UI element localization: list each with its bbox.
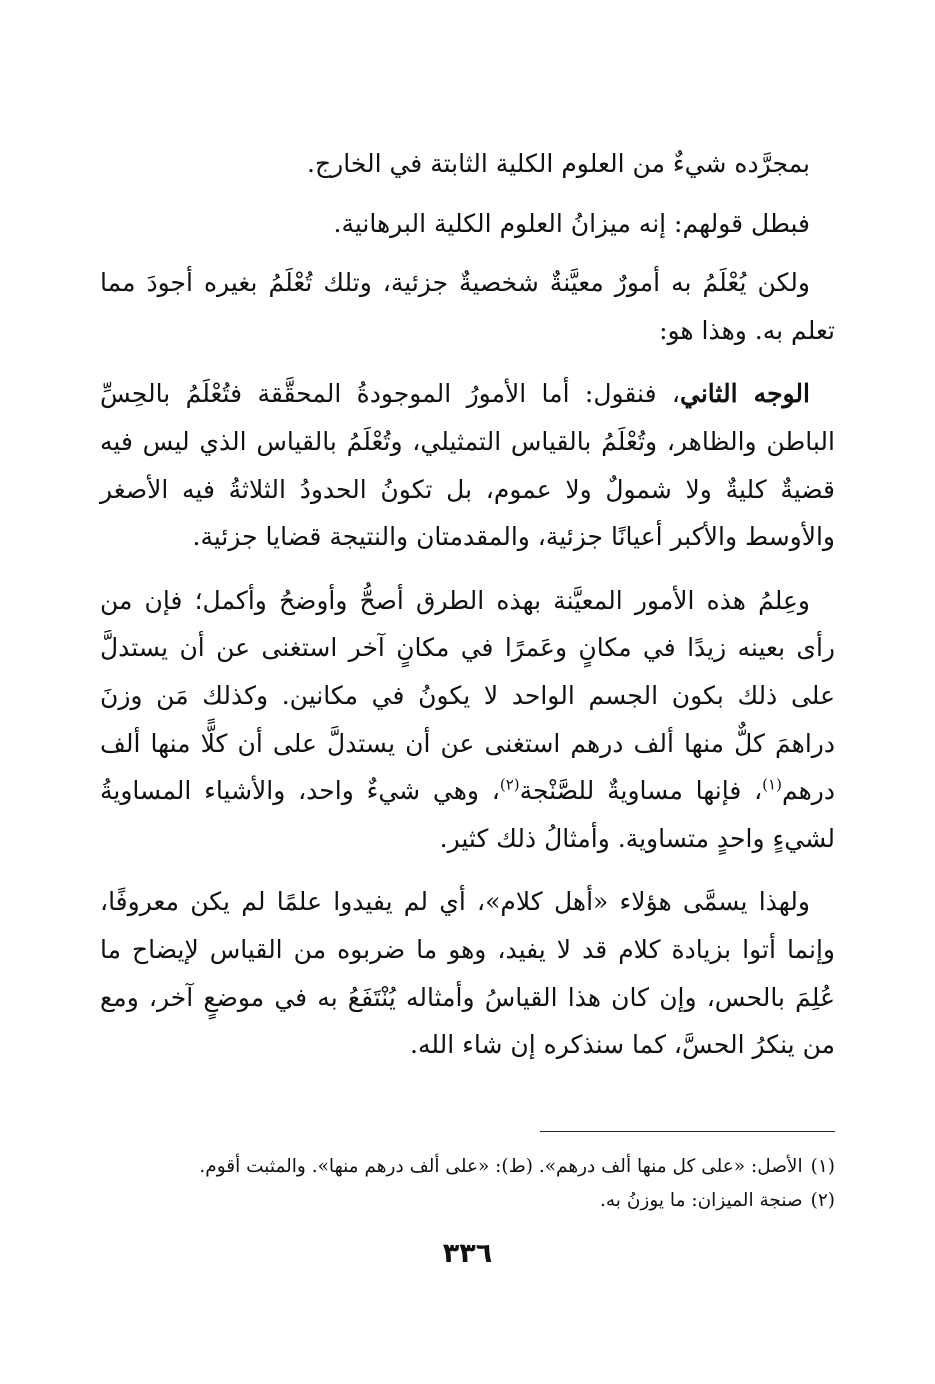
footnotes (100, 1150, 835, 1218)
footnote-1 (100, 1150, 835, 1184)
paragraph-5-text-a: وعِلمُ هذه الأمور المعيَّنة بهذه الطرق أصحُّ وأوضحُ وأكمل؛ فإن من رأى بعينه زيدًا في مكانٍ وعَمرًا في مكانٍ آخر استغنى عن أن يستدلَّ على ذلك بكون الجسم الواحد لا يكونُ في مكانين. وكذلك مَن وزنَ دراهمَ كلٌّ منها ألف درهم استغنى عن أن يستدلَّ على أن كلًّا منها ألف درهم (100, 585, 835, 806)
footnote-divider (540, 1131, 835, 1132)
footnote-ref-2[interactable]: (٢) (499, 775, 520, 794)
paragraph-5-text-c: ، وهي شيءٌ واحد، والأشياء المساويةُ لشيءٍ واحدٍ متساوية. وأمثالُ ذلك كثير. (100, 776, 835, 853)
paragraph-5 (100, 577, 835, 863)
paragraph-3-text: ولكن يُعْلَمُ به أمورٌ معيَّنةٌ شخصيةٌ جزئية، وتلك تُعْلَمُ بغيره أجودَ مما تعلم به. وهذا هو: (100, 268, 835, 345)
footnote-ref-1[interactable]: (١) (762, 775, 782, 794)
footnote-2-number: (٢) (810, 1190, 835, 1211)
paragraph-4 (100, 370, 835, 560)
paragraph-5-text-b: ، فإنها مساويةٌ للصَّنْجة (519, 776, 763, 806)
paragraph-1-text: بمجرَّده شيءٌ من العلوم الكلية الثابتة في الخارج. (307, 149, 810, 178)
paragraph-4-text: ، فنقول: أما الأمورُ الموجودةُ المحقَّقة فتُعْلَمُ بالحِسِّ الباطن والظاهر، وتُعْلَمُ بالقياس التمثيلي، وتُعْلَمُ بالقياس الذي ليس فيه قضيةٌ كليةٌ ولا شمولٌ ولا عموم، بل تكونُ الحدودُ الثلاثةُ فيه الأصغر والأوسط والأكبر أعيانًا جزئية، والمقدمتان والنتيجة قضايا جزئية. (100, 379, 835, 552)
footnote-2 (100, 1184, 835, 1218)
second-aspect-heading: الوجه الثاني (680, 379, 810, 409)
footnote-1-text: الأصل: «على كل منها ألف درهم». (ط): «على ألف درهم منها». والمثبت أقوم. (199, 1156, 803, 1177)
page-number: ٣٣٦ (442, 1238, 493, 1269)
paragraph-3 (100, 259, 835, 354)
paragraph-2-text: فبطل قولهم: إنه ميزانُ العلوم الكلية البرهانية. (333, 208, 810, 238)
paragraph-2 (100, 200, 835, 248)
footnote-2-text: صنجة الميزان: ما يوزنُ به. (600, 1190, 803, 1211)
paragraph-6-text: ولهذا يسمَّى هؤلاء «أهل كلام»، أي لم يفيدوا علمًا لم يكن معروفًا، وإنما أتوا بزيادة كلام قد لا يفيد، وهو ما ضربوه من القياس لإيضاح ما عُلِمَ بالحس، وإن كان هذا القياسُ وأمثاله يُنْتَفَعُ به في موضعٍ آخر، ومع من ينكرُ الحسَّ، كما سنذكره إن شاء الله. (100, 887, 835, 1060)
paragraph-1 (100, 140, 835, 188)
footnote-1-number: (١) (810, 1156, 835, 1177)
paragraph-6 (100, 878, 835, 1068)
main-text (100, 140, 835, 1069)
